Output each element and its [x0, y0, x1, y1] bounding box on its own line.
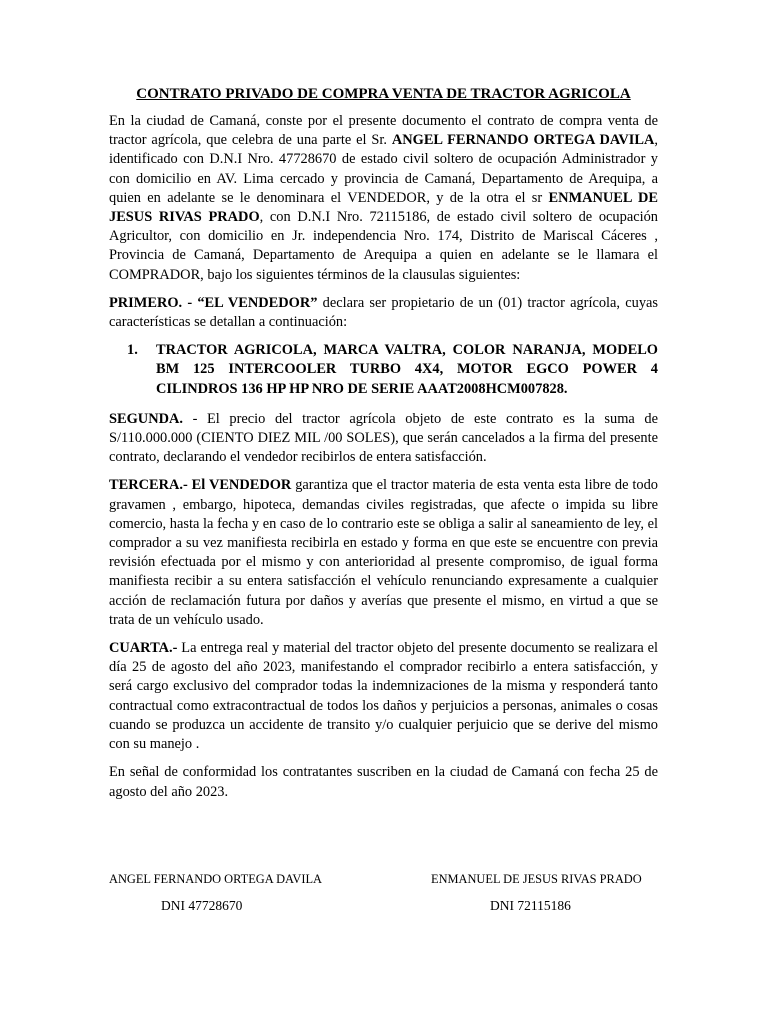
clause-tercera-label: TERCERA.- El VENDEDOR [109, 477, 292, 494]
clause-segunda-text: - El precio del tractor agrícola objeto de este contrato es la suma de S/110.000.000 (CIENTO DIEZ MIL /00 SOLES), que serán cancelados a la firma del presente contrato, declarando el vendedor recibirlos de entera satisfacción. [109, 410, 658, 466]
item-text: TRACTOR AGRICOLA, MARCA VALTRA, COLOR NARANJA, MODELO BM 125 INTERCOOLER TURBO 4X4, MOTOR EGCO POWER 4 CILINDROS 136 HP HP NRO DE SERIE AAAT2008HCM007828. [156, 342, 658, 397]
clause-primero [109, 294, 658, 332]
buyer-name-inline: ENMANUEL DE JESUS RIVAS PRADO [109, 189, 658, 226]
seller-name-inline: ANGEL FERNANDO ORTEGA DAVILA [391, 132, 655, 149]
closing-paragraph: En señal de conformidad los contratantes suscriben en la ciudad de Camaná con fecha 25 de agosto del año 2023. [109, 764, 658, 800]
tractor-description-item [127, 341, 658, 399]
seller-dni: DNI 47728670 [161, 898, 243, 913]
clause-cuarta-label: CUARTA.- [109, 640, 178, 657]
clause-tercera [109, 476, 658, 630]
clause-primero-text: declara ser propietario de un (01) tractor agrícola, cuyas características se detallan a continuación: [109, 294, 659, 331]
clause-primero-label: PRIMERO. - “EL VENDEDOR” [109, 294, 318, 311]
item-number: 1. [127, 342, 138, 359]
contract-body [109, 84, 658, 811]
document-title: CONTRATO PRIVADO DE COMPRA VENTA DE TRACTOR AGRICOLA [136, 86, 631, 102]
buyer-signature-name: ENMANUEL DE JESUS RIVAS PRADO [431, 872, 642, 886]
clause-cuarta [109, 639, 658, 754]
clause-segunda [109, 410, 658, 468]
intro-paragraph [109, 112, 658, 285]
clause-segunda-label: SEGUNDA. [109, 410, 183, 427]
clause-tercera-text: garantiza que el tractor materia de esta venta esta libre de todo gravamen , embargo, hipoteca, demandas civiles registradas, que afecte o impida su libre comercio, hasta la fecha y en caso de lo contrario este se obliga a salir al saneamiento de ley, el comprador a su vez manifiesta recibirla en estado y forma en que este se encuentre con previa revisión efectuada por el mismo y con anterioridad al presente compromiso, de igual forma manifiesta recibir a su entera satisfacción el vehículo renunciando expresamente a cualquier acción de reclamación futura por daños y averías que presente el mismo, en virtud a que se trata de un vehículo usado. [109, 477, 658, 628]
intro-text-1: En la ciudad de Camaná, conste por el presente documento el contrato de compra venta de tractor agrícola, que celebra de una parte el Sr. [109, 113, 658, 149]
intro-text-3: , con D.N.I Nro. 72115186, de estado civil soltero de ocupación Agricultor, con domicilio en Jr. independencia Nro. 174, Distrito de Mariscal Cáceres , Provincia de Camaná, Departamento de Arequipa a quien en adelante se le llamara el COMPRADOR, bajo los siguientes términos de la clausulas siguientes: [109, 209, 658, 283]
clause-cuarta-text: La entrega real y material del tractor objeto del presente documento se realizara el día 25 de agosto del año 2023, manifestando el comprador recibirlo a entera satisfacción, y será cargo exclusivo del comprador todas la indemnizaciones de la misma y responderá tanto contractual como extracontractual de todos los daños y perjuicios a personas, animales o cosas cuando se produzca un accidente de transito y/o cualquier perjuicio que se derive del mismo con su manejo . [109, 640, 658, 753]
seller-signature-name: ANGEL FERNANDO ORTEGA DAVILA [109, 872, 322, 886]
buyer-dni: DNI 72115186 [490, 898, 571, 913]
intro-text-2: , identificado con D.N.I Nro. 47728670 de estado civil soltero de ocupación Administrador y con domicilio en AV. Lima cercado y provincia de Camaná, Departamento de Arequipa, a quien en adelante se le denominara el VENDEDOR, y de la otra el sr [109, 132, 658, 206]
